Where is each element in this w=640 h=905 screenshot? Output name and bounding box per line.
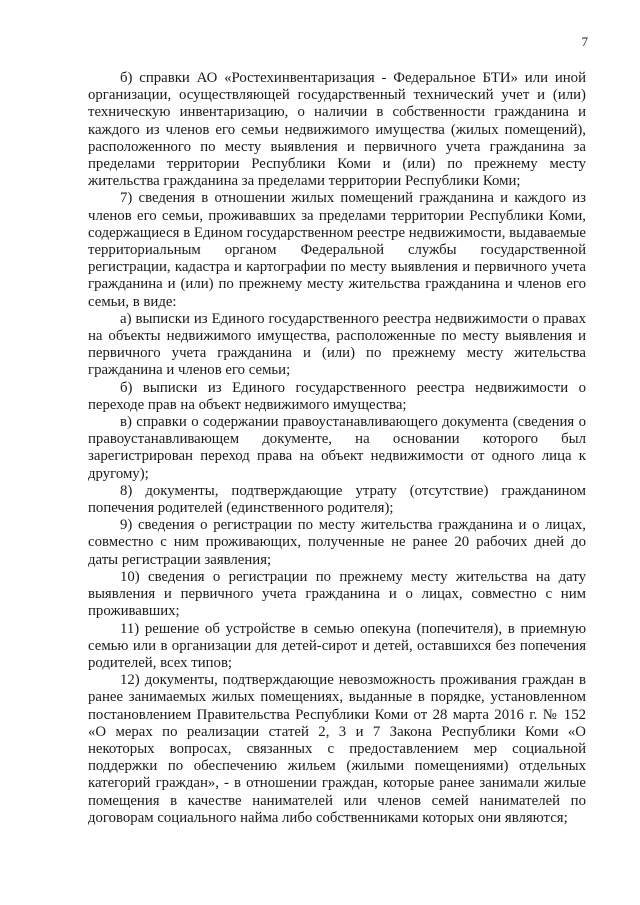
paragraph-b-egrn-transfer-extract: б) выписки из Единого государственного реестра недвижимости о переходе прав на объект недвижимого имущества;: [88, 379, 586, 413]
paragraph-a-egrn-rights-extract: а) выписки из Единого государственного реестра недвижимости о правах на объекты недвижимого имущества, расположенные по месту выявления и первичного учета гражданина и (или) по прежнему месту жительства гражданина и членов его семьи;: [88, 310, 586, 379]
document-body: [88, 70, 586, 827]
paragraph-7-egrn-info: 7) сведения в отношении жилых помещений гражданина и каждого из членов его семьи, проживавших за пределами территории Республики Коми, содержащиеся в Едином государственном реестре недвижимости, выдаваемые территориальным органом Федеральной службы государственной регистрации, кадастра и картографии по месту выявления и первичного учета гражданина и (или) по прежнему месту жительства гражданина и членов его семьи, в виде:: [88, 190, 586, 310]
paragraph-10-previous-residence: 10) сведения о регистрации по прежнему месту жительства на дату выявления и первичного учета гражданина и о лицах, совместно с ним проживавших;: [88, 568, 586, 620]
paragraph-8-parental-care-loss: 8) документы, подтверждающие утрату (отсутствие) гражданином попечения родителей (единственного родителя);: [88, 482, 586, 517]
page-number: 7: [581, 34, 588, 49]
paragraph-11-guardianship-decision: 11) решение об устройстве в семью опекуна (попечителя), в приемную семью или в организации для детей-сирот и детей, оставшихся без попечения родителей, всех типов;: [88, 620, 586, 671]
paragraph-9-residence-registration: 9) сведения о регистрации по месту жительства гражданина и о лицах, совместно с ним проживающих, полученные не ранее 20 рабочих дней до даты регистрации заявления;: [88, 517, 586, 568]
paragraph-b-bti-certificate: б) справки АО «Ростехинвентаризация - Федеральное БТИ» или иной организации, осуществляющей государственный технический учет и (или) техническую инвентаризацию, о наличии в собственности гражданина и каждого из членов его семьи недвижимого имущества (жилых помещений), расположенного по месту выявления и первичного учета гражданина за пределами территории Республики Коми и (или) по прежнему месту жительства гражданина за пределами территории Республики Коми;: [88, 70, 586, 190]
paragraph-12-housing-impossibility: 12) документы, подтверждающие невозможность проживания граждан в ранее занимаемых жилых помещениях, выданные в порядке, установленном постановлением Правительства Республики Коми от 28 марта 2016 г. № 152 «О мерах по реализации статей 2, 3 и 7 Закона Республики Коми «О некоторых вопросах, связанных с предоставлением мер социальной поддержки по обеспечению жильем (жилыми помещениями) отдельных категорий граждан», - в отношении граждан, которые ранее занимали жилые помещения в качестве нанимателей или членов семей нанимателей по договорам социального найма либо собственниками которых они являются;: [88, 672, 586, 826]
paragraph-v-title-document-certificate: в) справки о содержании правоустанавливающего документа (сведения о правоустанавливающем документе, на основании которого был зарегистрирован переход права на объект недвижимости от одного лица к другому);: [88, 414, 586, 482]
